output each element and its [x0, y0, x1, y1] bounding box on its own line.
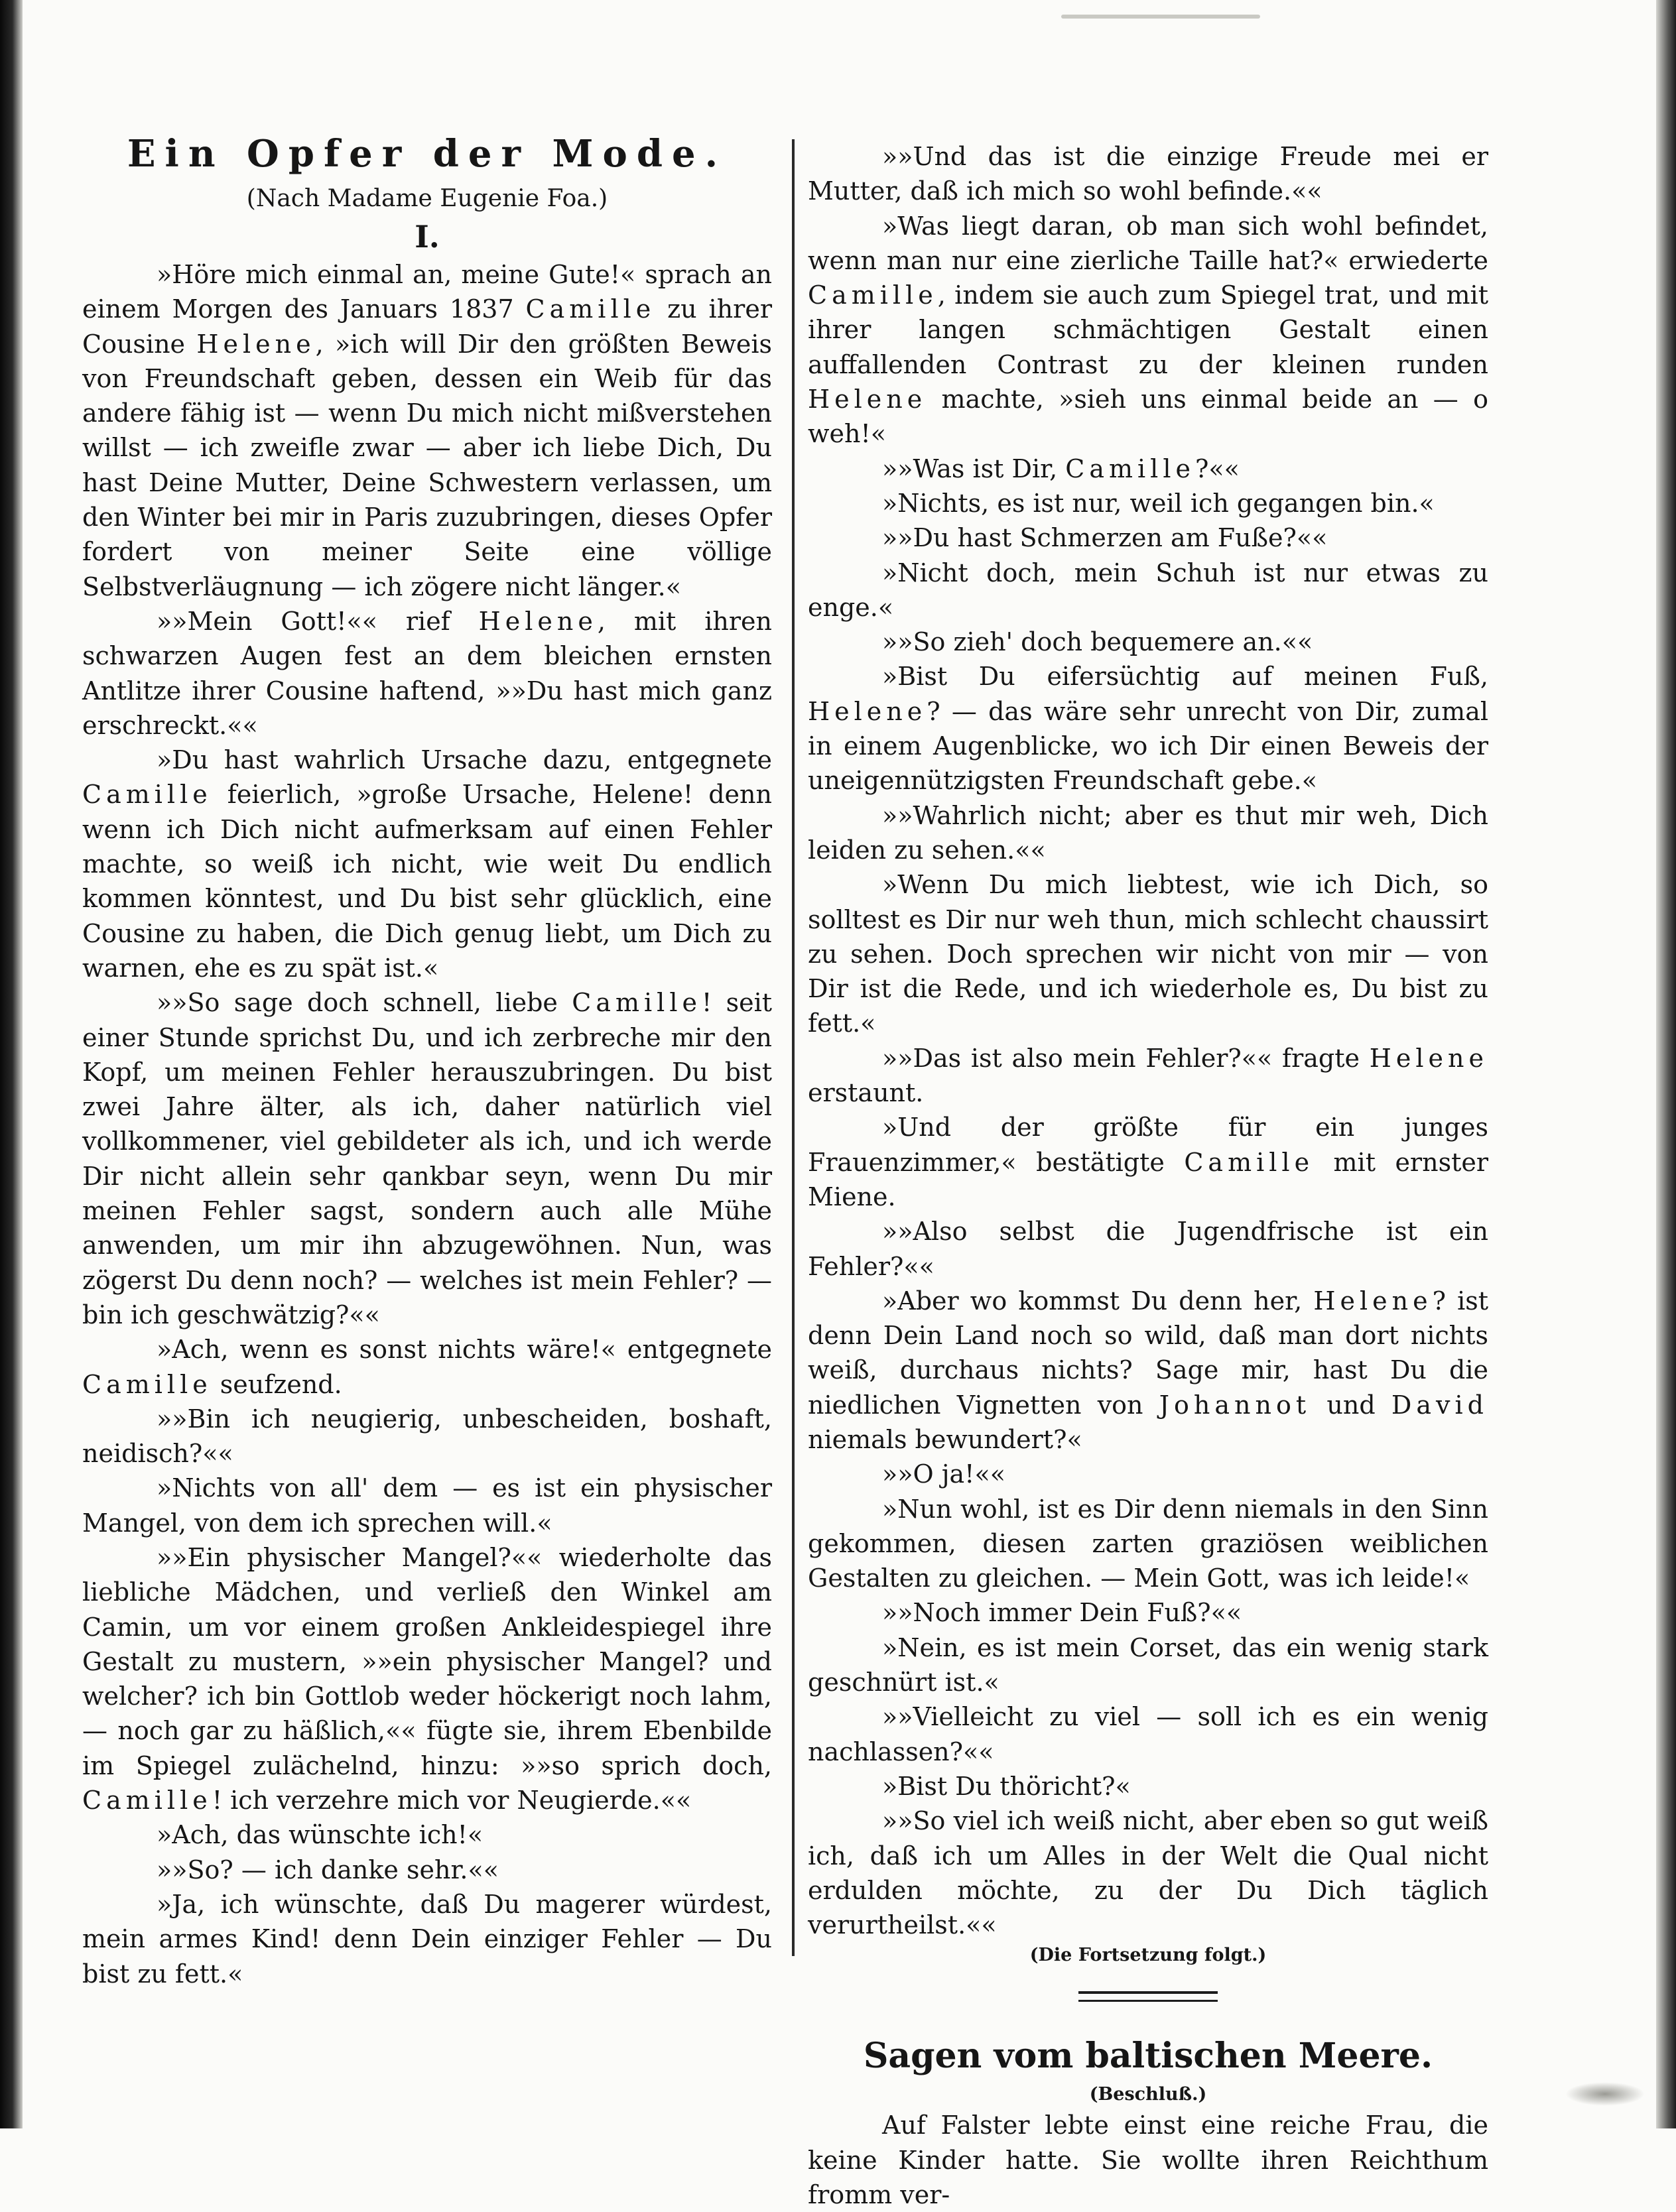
- article-body-left: [82, 257, 772, 1991]
- scan-left-edge: [0, 0, 23, 2128]
- paragraph: »Und der größte für ein junges Frauenzimmer,« bestätigte Camille mit ernster Miene.: [808, 1113, 1488, 1211]
- spaced-name: Helene: [196, 329, 316, 359]
- paragraph: »Höre mich einmal an, meine Gute!« sprach an einem Morgen des Januars 1837 Camille zu ihrer Cousine Helene, »ich will Dir den größten Beweis von Freundschaft geben, dessen ein Weib für das andere fähig ist — wenn Du mich nicht mißverstehen willst — ich zweifle zwar — aber ich liebe Dich, Du hast Deine Mutter, Deine Schwestern verlassen, um den Winter bei mir in Paris zuzubringen, dieses Opfer fordert von meiner Seite eine völlige Selbstverläugnung — ich zögere nicht länger.«: [82, 260, 773, 601]
- left-column: [82, 126, 772, 1991]
- paragraph: »»Das ist also mein Fehler?«« fragte Helene erstaunt.: [808, 1043, 1488, 1108]
- paragraph: »Du hast wahrlich Ursache dazu, entgegnete Camille feierlich, »große Ursache, Helene! denn wenn ich Dich nicht aufmerksam auf einen Fehler machte, so weiß ich nicht, wie weit Du endlich kommen könntest, und Du bist sehr glücklich, eine Cousine zu haben, die Dich genug liebt, um Dich zu warnen, ehe es zu spät ist.«: [82, 745, 772, 983]
- section-number: I.: [415, 219, 440, 255]
- column-divider: [792, 139, 795, 1956]
- right-column: [808, 139, 1488, 2212]
- spaced-name: Camille: [82, 1786, 212, 1815]
- paragraph: »Aber wo kommst Du denn her, Helene? ist denn Dein Land noch so wild, daß man dort nichts weiß, durchaus nichts? Sage mir, hast Du die niedlichen Vignetten von Johannot und David niemals bewundert?«: [808, 1286, 1488, 1454]
- paragraph: »»Wahrlich nicht; aber es thut mir weh, Dich leiden zu sehen.««: [808, 800, 1488, 865]
- paragraph: »»Also selbst die Jugendfrische ist ein Fehler?««: [808, 1217, 1488, 1281]
- paragraph: »»Ein physischer Mangel?«« wiederholte das liebliche Mädchen, und verließ den Winkel am Camin, um vor einem großen Ankleidespiegel ihre Gestalt zu mustern, »»ein physischer Mangel? und welcher? ich bin Gottlob weder höckerigt noch lahm, — noch gar zu häßlich,«« fügte sie, ihrem Ebenbilde im Spiegel zulächelnd, hinzu: »»so sprich doch, Camille! ich verzehre mich vor Neugierde.««: [82, 1542, 772, 1815]
- spaced-name: Helene: [1313, 1286, 1433, 1316]
- paragraph: »Ja, ich wünschte, daß Du magerer würdest, mein armes Kind! denn Dein einziger Fehler — Du bist zu fett.«: [82, 1889, 772, 1989]
- second-article-title: Sagen vom baltischen Meere.: [863, 2036, 1433, 2077]
- spaced-name: Camille: [1184, 1147, 1315, 1177]
- spaced-name: Johannot: [1159, 1390, 1311, 1420]
- spaced-name: Helene: [478, 606, 598, 636]
- paragraph: »»O ja!««: [882, 1459, 1005, 1489]
- paragraph: »»So viel ich weiß nicht, aber eben so gut weiß ich, daß ich um Alles in der Welt die Qual nicht erdulden möchte, zu der Du Dich täglich verurtheilst.««: [808, 1806, 1488, 1940]
- spaced-name: Helene: [808, 385, 927, 414]
- spaced-name: Camille: [525, 294, 656, 324]
- paragraph: »Nicht doch, mein Schuh ist nur etwas zu enge.«: [808, 558, 1488, 622]
- spaced-name: David: [1391, 1390, 1488, 1420]
- scan-smudge-top: [1061, 15, 1260, 19]
- paragraph: »»Mein Gott!«« rief Helene, mit ihren schwarzen Augen fest an dem bleichen ernsten Antlitze ihrer Cousine haftend, »»Du hast mich ganz erschreckt.««: [82, 606, 772, 740]
- paragraph: »Ach, das wünschte ich!«: [157, 1820, 483, 1850]
- paragraph: »Nun wohl, ist es Dir denn niemals in den Sinn gekommen, diesen zarten graziösen weiblichen Gestalten zu gleichen. — Mein Gott, was ich leide!«: [808, 1494, 1488, 1593]
- spaced-name: Camille: [808, 280, 938, 310]
- paragraph: »Wenn Du mich liebtest, wie ich Dich, so solltest es Dir nur weh thun, mich schlecht chaussirt zu sehen. Doch sprechen wir nicht von mir — von Dir ist die Rede, und ich wiederhole es, Du bist zu fett.«: [808, 870, 1488, 1038]
- paragraph: »Was liegt daran, ob man sich wohl befindet, wenn man nur eine zierliche Taille hat?« erwiederte Camille, indem sie auch zum Spiegel trat, und mit ihrer langen schmächtigen Gestalt einen auffallenden Contrast zu der kleinen runden Helene machte, »sieh uns einmal beide an — o weh!«: [808, 211, 1488, 449]
- scan-smudge-bottom: [1565, 2082, 1645, 2106]
- paragraph: »Nein, es ist mein Corset, das ein wenig stark geschnürt ist.«: [808, 1632, 1488, 1697]
- spaced-name: Camille: [82, 1369, 212, 1399]
- article-body-right: [808, 139, 1488, 1942]
- paragraph: »»So zieh' doch bequemere an.««: [882, 627, 1313, 657]
- paragraph: »Bist Du thöricht?«: [882, 1771, 1131, 1801]
- paragraph: »»So? — ich danke sehr.««: [157, 1855, 499, 1884]
- article-separator: [1078, 1991, 1218, 2002]
- spaced-name: Helene: [1369, 1043, 1488, 1073]
- paragraph: »»So sage doch schnell, liebe Camille! seit einer Stunde sprichst Du, und ich zerbreche mir den Kopf, um meinen Fehler herauszubringen. Du bist zwei Jahre älter, als ich, daher natürlich viel vollkommener, viel gebildeter als ich, und ich werde Dir nicht allein sehr qankbar seyn, wenn Du mir meinen Fehler sagst, sondern auch alle Mühe anwenden, um mir ihn abzugewöhnen. Nun, was zögerst Du denn noch? — welches ist mein Fehler? — bin ich geschwätzig?««: [82, 988, 772, 1329]
- spaced-name: Camille: [82, 780, 212, 810]
- article-title: Ein Opfer der Mode.: [127, 132, 728, 176]
- spaced-name: Camille: [572, 988, 702, 1018]
- article-subtitle: (Nach Madame Eugenie Foa.): [246, 185, 608, 212]
- paragraph: »»Noch immer Dein Fuß?««: [882, 1598, 1242, 1628]
- paragraph: »»Was ist Dir, Camille?««: [882, 454, 1240, 483]
- second-article-paragraph: Auf Falster lebte einst eine reiche Frau, die keine Kinder hatte. Sie wollte ihren Reichthum fromm ver-: [808, 2111, 1488, 2210]
- paragraph: »»Vielleicht zu viel — soll ich es ein wenig nachlassen?««: [808, 1702, 1488, 1766]
- scan-right-edge: [1656, 0, 1676, 2128]
- paragraph: »Nichts von all' dem — es ist ein physischer Mangel, von dem ich sprechen will.«: [82, 1473, 772, 1538]
- continuation-note: (Die Fortsetzung folgt.): [1029, 1945, 1267, 1966]
- paragraph: »Nichts, es ist nur, weil ich gegangen bin.«: [882, 488, 1435, 518]
- paragraph: »Bist Du eifersüchtig auf meinen Fuß, Helene? — das wäre sehr unrecht von Dir, zumal in einem Augenblicke, wo ich Dir einen Beweis der uneigennützigsten Freundschaft gebe.«: [808, 662, 1488, 796]
- spaced-name: Camille: [1065, 454, 1195, 483]
- paragraph: »»Bin ich neugierig, unbescheiden, boshaft, neidisch?««: [82, 1404, 772, 1469]
- second-article-subtitle: (Beschluß.): [1089, 2084, 1207, 2105]
- paragraph: »Ach, wenn es sonst nichts wäre!« entgegnete Camille seufzend.: [82, 1335, 772, 1399]
- paragraph: »»Und das ist die einzige Freude mei er Mutter, daß ich mich so wohl befinde.««: [808, 142, 1488, 206]
- spaced-name: Helene: [808, 696, 927, 726]
- paragraph: »»Du hast Schmerzen am Fuße?««: [882, 523, 1328, 553]
